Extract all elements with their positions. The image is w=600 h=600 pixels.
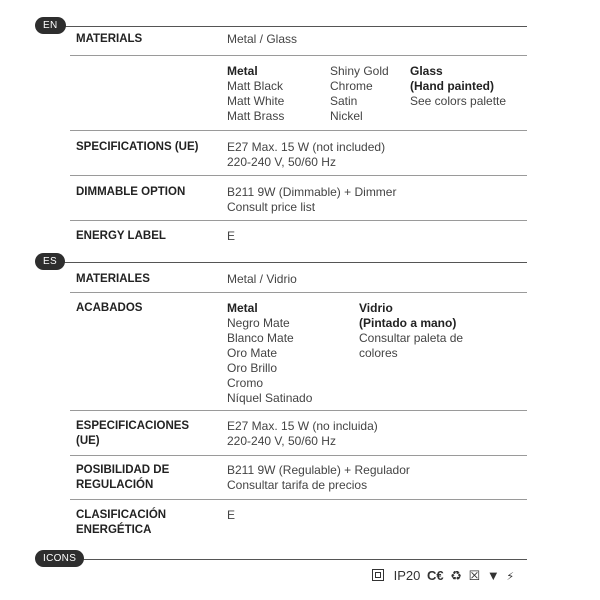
lang-tag-en: EN	[35, 17, 66, 34]
regulacion-line: B211 9W (Regulable) + Regulador	[227, 463, 410, 477]
label-clasificacion	[76, 508, 166, 538]
finish-item: Shiny Gold	[330, 64, 389, 78]
divider	[70, 499, 527, 500]
acabados-metal-column	[227, 301, 312, 406]
value-dimmable	[227, 185, 396, 215]
label-acabados: ACABADOS	[76, 302, 143, 314]
value-specifications	[227, 140, 385, 170]
finishes-metal-column	[227, 64, 284, 124]
finish-heading: Metal	[227, 64, 258, 78]
label-line: CLASIFICACIÓN	[76, 509, 167, 521]
finish-item: Matt Brass	[227, 109, 285, 123]
spec-line: 220-240 V, 50/60 Hz	[227, 155, 336, 169]
divider	[70, 455, 527, 456]
finish-item: (Pintado a mano)	[359, 316, 457, 330]
dimmable-line: Consult price list	[227, 200, 316, 214]
value-regulacion	[227, 463, 410, 493]
label-line: (UE)	[76, 435, 100, 447]
ip20-icon: IP20	[393, 568, 421, 583]
finish-item: Matt White	[227, 94, 285, 108]
ce-mark-icon: C€	[427, 568, 444, 583]
finish-item: Negro Mate	[227, 316, 290, 330]
value-materials: Metal / Glass	[227, 32, 298, 46]
finish-item: Matt Black	[227, 79, 284, 93]
section-header-es	[35, 251, 527, 271]
label-materials: MATERIALS	[76, 33, 143, 45]
finish-item: Chrome	[330, 79, 373, 93]
class-ii-icon	[372, 568, 387, 583]
label-line: ENERGÉTICA	[76, 524, 152, 536]
finish-item: colores	[359, 346, 398, 360]
divider	[70, 55, 527, 56]
divider	[55, 559, 527, 560]
label-line: ESPECIFICACIONES	[76, 420, 190, 432]
lang-tag-es: ES	[35, 253, 65, 270]
finish-heading: Glass	[410, 64, 443, 78]
label-energy: ENERGY LABEL	[76, 230, 166, 242]
label-especificaciones	[76, 419, 189, 449]
divider	[70, 292, 527, 293]
finish-heading: Metal	[227, 301, 258, 315]
divider	[70, 175, 527, 176]
spec-line: 220-240 V, 50/60 Hz	[227, 434, 336, 448]
finishes-glass-column	[410, 64, 506, 109]
icons-tag: ICONS	[35, 550, 84, 567]
label-regulacion	[76, 463, 169, 493]
divider	[70, 410, 527, 411]
finish-item: Cromo	[227, 376, 264, 390]
label-specifications: SPECIFICATIONS (UE)	[76, 141, 199, 153]
section-header-icons	[35, 548, 527, 568]
finish-item: See colors palette	[410, 94, 507, 108]
recycle-icon: ♻	[450, 568, 462, 583]
finish-item: Consultar paleta de	[359, 331, 464, 345]
spec-line: E27 Max. 15 W (not included)	[227, 140, 386, 154]
energy-rating-icon: ⚡	[506, 571, 515, 583]
icons-row	[372, 568, 517, 584]
finish-item: Oro Mate	[227, 346, 278, 360]
divider	[70, 220, 527, 221]
value-especificaciones	[227, 419, 378, 449]
value-energy: E	[227, 229, 236, 243]
finish-item: Satin	[330, 94, 358, 108]
divider	[70, 130, 527, 131]
finishes-metal-column-2	[330, 64, 389, 124]
weee-bin-icon: ☒	[468, 568, 481, 583]
dimmable-line: B211 9W (Dimmable) + Dimmer	[227, 185, 397, 199]
finish-item: Oro Brillo	[227, 361, 278, 375]
label-line: REGULACIÓN	[76, 479, 154, 491]
divider	[55, 26, 527, 27]
led-bulb-icon: ▼	[486, 568, 500, 583]
value-materiales: Metal / Vidrio	[227, 272, 297, 286]
value-clasificacion: E	[227, 508, 236, 522]
regulacion-line: Consultar tarifa de precios	[227, 478, 368, 492]
label-dimmable: DIMMABLE OPTION	[76, 186, 186, 198]
finish-item: Blanco Mate	[227, 331, 294, 345]
label-materiales: MATERIALES	[76, 273, 150, 285]
label-line: POSIBILIDAD DE	[76, 464, 170, 476]
finish-item: (Hand painted)	[410, 79, 494, 93]
spec-line: E27 Max. 15 W (no incluida)	[227, 419, 378, 433]
finish-heading: Vidrio	[359, 301, 393, 315]
acabados-vidrio-column	[359, 301, 463, 361]
finish-item: Níquel Satinado	[227, 391, 313, 405]
divider	[55, 262, 527, 263]
finish-item: Nickel	[330, 109, 363, 123]
